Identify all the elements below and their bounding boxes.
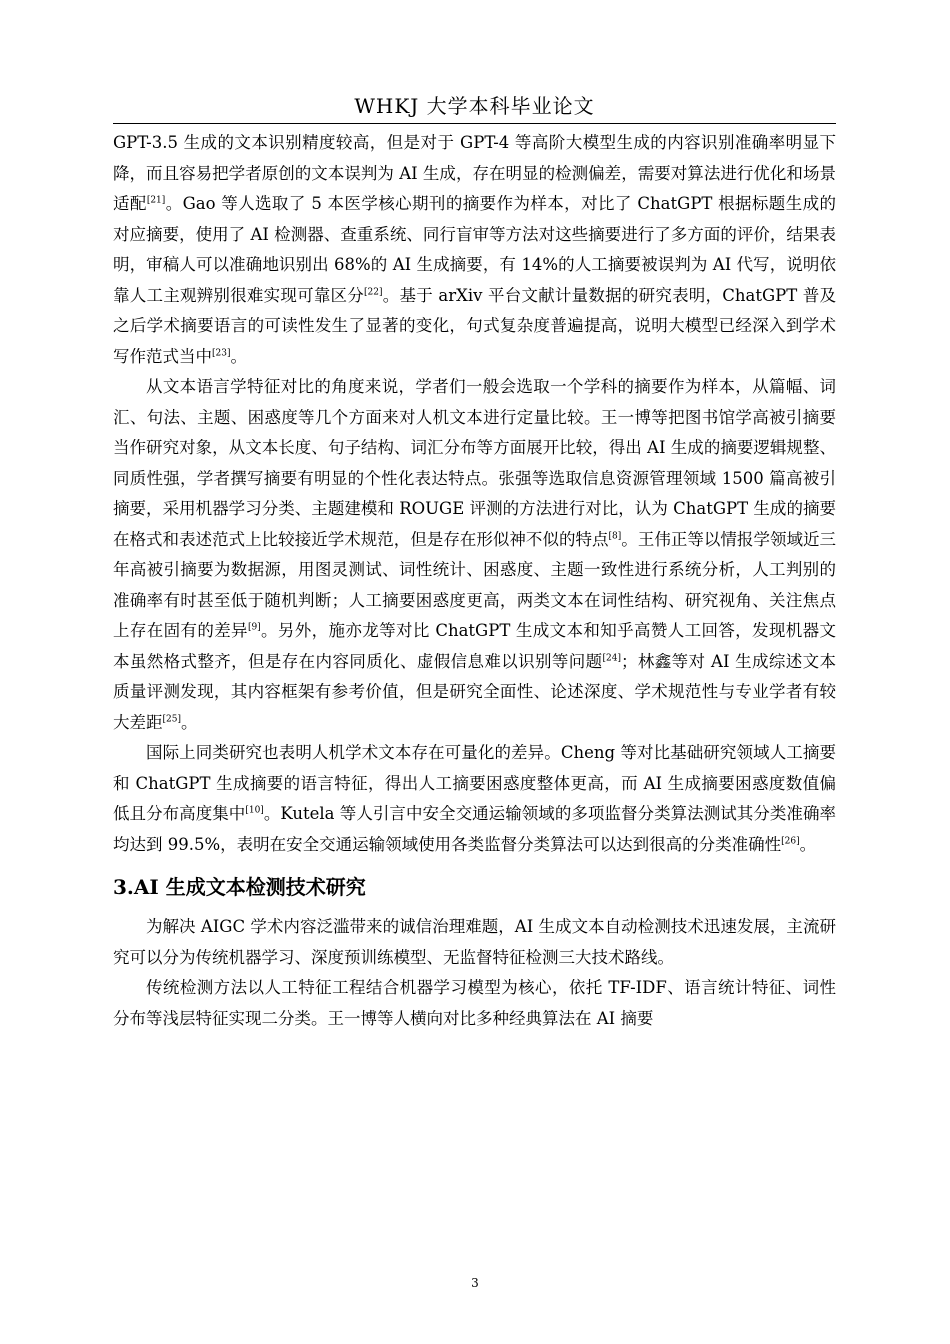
paragraph-text: 。 xyxy=(180,712,198,732)
citation-ref: [9] xyxy=(247,622,261,633)
header-rule xyxy=(113,123,836,124)
paragraph-text: 国际上同类研究也表明人机学术文本存在可量化的差异。Cheng 等对比基础研究领域人工摘要和 ChatGPT 生成摘要的语言特征，得出人工摘要困惑度整体更高，而 AI 生成摘要困惑度数值偏低且分布高度集中 xyxy=(113,743,836,823)
paragraph-text: 。Kutela 等人引言中安全交通运输领域的多项监督分类算法测试其分类准确率均达到 99.5%，表明在安全交通运输领域使用各类监督分类算法可以达到很高的分类准确性 xyxy=(113,804,836,854)
paragraph-text: ；林鑫等对 AI 生成综述文本质量评测发现，其内容框架有参考价值，但是研究全面性、论述深度、学术规范性与专业学者有较大差距 xyxy=(113,651,836,732)
citation-ref: [10] xyxy=(245,805,264,816)
citation-ref: [26] xyxy=(781,835,800,846)
running-header: WHKJ 大学本科毕业论文 xyxy=(354,94,595,118)
paragraph-3 xyxy=(113,738,836,860)
paragraph-text: 。 xyxy=(799,834,817,854)
paragraph-2 xyxy=(113,372,836,738)
citation-ref: [8] xyxy=(608,530,622,541)
section-heading: 3.AI 生成文本检测技术研究 xyxy=(113,875,366,899)
paragraph-text: 。Gao 等人选取了 5 本医学核心期刊的摘要作为样本，对比了 ChatGPT 根据标题生成的对应摘要，使用了 AI 检测器、查重系统、同行盲审等方法对这些摘要进行了多方面的评价，结果表明，审稿人可以准确地识别出 68%的 AI 生成摘要，有 14%的人工摘要被误判为 AI 代写，说明依靠人工主观辨别很难实现可靠区分 xyxy=(113,194,836,305)
paragraph-1 xyxy=(113,128,836,372)
paragraph-text: 。王伟正等以情报学领域近三年高被引摘要为数据源，用图灵测试、词性统计、困惑度、主题一致性进行系统分析，人工判别的准确率有时甚至低于随机判断；人工摘要困惑度更高，两类文本在词性结构、研究视角、关注焦点上存在固有的差异 xyxy=(113,529,837,640)
page-number: 3 xyxy=(471,1276,479,1290)
paragraph-4: 为解决 AIGC 学术内容泛滥带来的诚信治理难题，AI 生成文本自动检测技术迅速发展，主流研究可以分为传统机器学习、深度预训练模型、无监督特征检测三大技术路线。 xyxy=(113,917,836,967)
page-body xyxy=(113,128,836,1034)
paragraph-text: 。 xyxy=(230,346,247,366)
paragraph-5: 传统检测方法以人工特征工程结合机器学习模型为核心，依托 TF-IDF、语言统计特征、词性分布等浅层特征实现二分类。王一博等人横向对比多种经典算法在 AI 摘要 xyxy=(113,978,836,1028)
paragraph-text: 。基于 arXiv 平台文献计量数据的研究表明，ChatGPT 普及之后学术摘要语言的可读性发生了显著的变化，句式复杂度普遍提高，说明大模型已经深入到学术写作范式当中 xyxy=(113,285,837,366)
citation-ref: [23] xyxy=(212,347,231,358)
citation-ref: [22] xyxy=(364,286,383,297)
citation-ref: [21] xyxy=(146,195,166,206)
citation-ref: [24] xyxy=(602,652,622,663)
paragraph-text: GPT-3.5 生成的文本识别精度较高，但是对于 GPT-4 等高阶大模型生成的内容识别准确率明显下降，而且容易把学者原创的文本误判为 AI 生成，存在明显的检测偏差，需要对算法进行优化和场景适配 xyxy=(113,133,836,213)
citation-ref: [25] xyxy=(162,713,181,724)
paragraph-text: 。另外，施亦龙等对比 ChatGPT 生成文本和知乎高赞人工回答，发现机器文本虽然格式整齐，但是存在内容同质化、虚假信息难以识别等问题 xyxy=(113,621,837,671)
paragraph-text: 从文本语言学特征对比的角度来说，学者们一般会选取一个学科的摘要作为样本，从篇幅、词汇、句法、主题、困惑度等几个方面来对人机文本进行定量比较。王一博等把图书馆学高被引摘要当作研究对象，从文本长度、句子结构、词汇分布等方面展开比较，得出 AI 生成的摘要逻辑规整、同质性强，学者撰写摘要有明显的个性化表达特点。张强等选取信息资源管理领域 1500 篇高被引摘要，采用机器学习分类、主题建模和 ROUGE 评测的方法进行对比，认为 ChatGPT 生成的摘要在格式和表述范式上比较接近学术规范，但是存在形似神不似的特点 xyxy=(113,377,836,549)
